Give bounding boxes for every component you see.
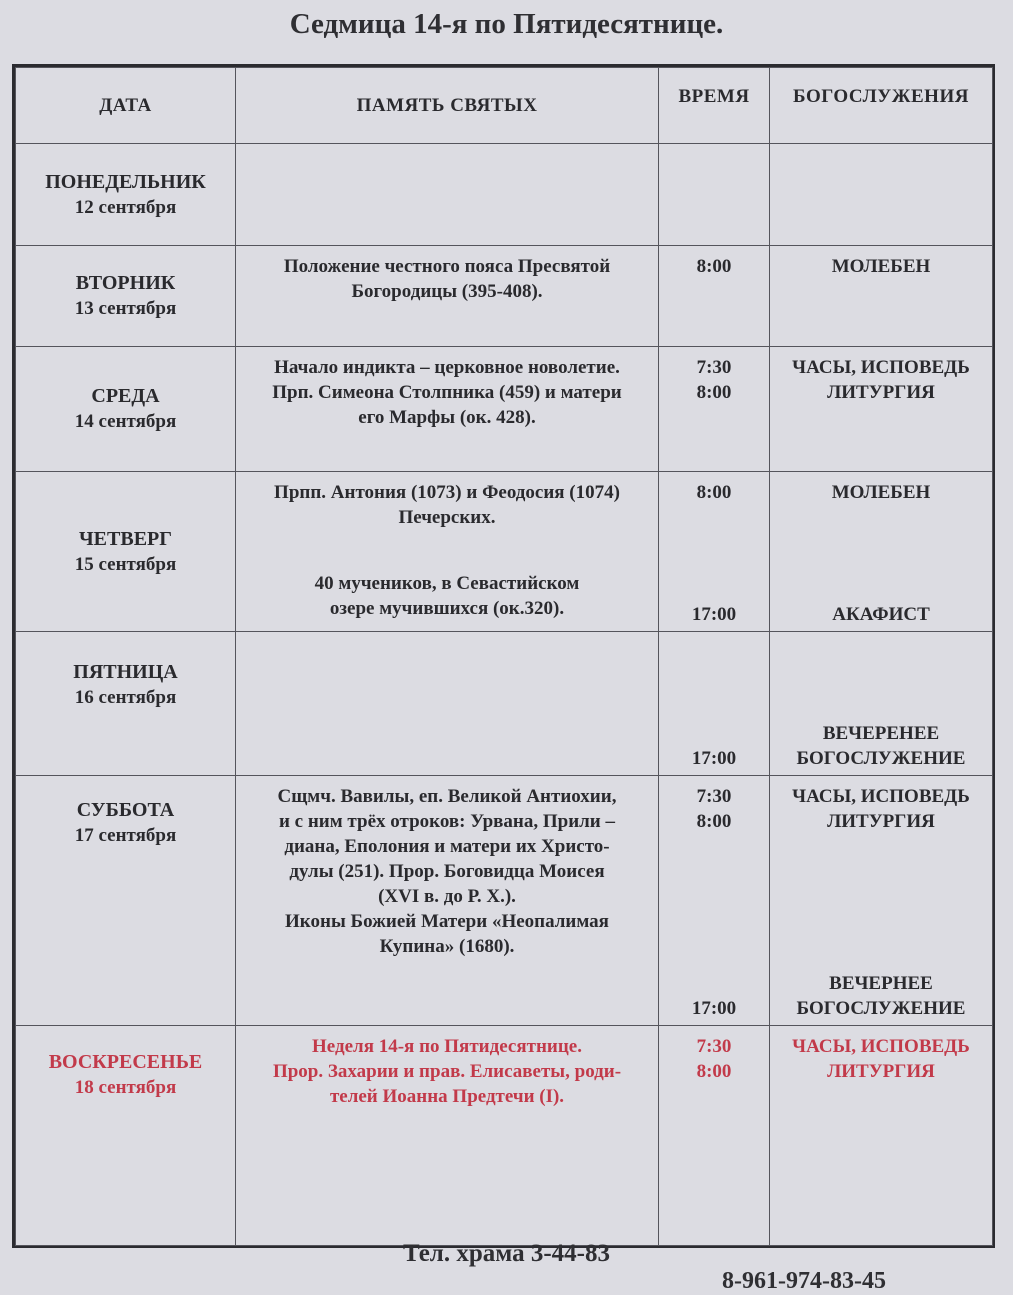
saints-line: Купина» (1680). xyxy=(379,936,515,957)
date-cell xyxy=(16,472,236,632)
services-cell xyxy=(770,347,993,472)
table-row xyxy=(16,472,993,632)
table-row xyxy=(16,347,993,472)
day-name: ЧЕТВЕРГ xyxy=(79,527,172,550)
day-name: ВТОРНИК xyxy=(75,272,176,294)
saints-line: диана, Еполония и матери их Христо- xyxy=(284,836,610,857)
date-cell xyxy=(16,776,236,1026)
time-value: 8:00 xyxy=(696,382,732,403)
saints-line: Иконы Божией Матери «Неопалимая xyxy=(285,911,609,932)
table-row xyxy=(16,1026,993,1246)
table-row xyxy=(16,776,993,1026)
service-name: МОЛЕБЕН xyxy=(831,256,931,277)
date-cell xyxy=(16,347,236,472)
time-cell xyxy=(659,472,770,632)
service-name: ЛИТУРГИЯ xyxy=(827,382,935,403)
saints-cell xyxy=(236,632,659,776)
day-date: 12 сентября xyxy=(74,196,177,218)
service-name: ЧАСЫ, ИСПОВЕДЬ xyxy=(792,357,970,378)
table-header-row xyxy=(16,68,993,144)
service-name: АКАФИСТ xyxy=(832,604,930,625)
saints-line: и с ним трёх отроков: Урвана, Прили – xyxy=(278,811,616,832)
saints-line: телей Иоанна Предтечи (I). xyxy=(329,1086,565,1107)
saints-line: Прор. Захарии и прав. Елисаветы, роди- xyxy=(272,1061,622,1082)
table-row xyxy=(16,246,993,347)
services-group xyxy=(770,602,992,627)
day-name: ПЯТНИЦА xyxy=(73,661,178,683)
day-date: 14 сентября xyxy=(74,411,177,432)
time-value: 8:00 xyxy=(696,811,732,832)
saints-cell xyxy=(236,1026,659,1246)
header-services: БОГОСЛУЖЕНИЯ xyxy=(770,68,993,144)
time-cell xyxy=(659,144,770,246)
services-cell xyxy=(770,632,993,776)
saints-line: Неделя 14-я по Пятидесятнице. xyxy=(312,1036,582,1057)
day-date: 17 сентября xyxy=(74,825,177,846)
table-row xyxy=(16,632,993,776)
saints-line: (XVI в. до Р. Х.). xyxy=(378,886,516,907)
saints-line: Положение честного пояса Пресвятой xyxy=(283,256,611,277)
time-cell xyxy=(659,347,770,472)
time-value: 7:30 xyxy=(696,786,732,807)
services-cell xyxy=(770,776,993,1026)
header-date: ДАТА xyxy=(16,68,236,144)
table-row xyxy=(16,144,993,246)
saints-line: дулы (251). Прор. Боговидца Моисея xyxy=(289,861,605,882)
service-name: БОГОСЛУЖЕНИЕ xyxy=(796,748,966,769)
time-group xyxy=(659,746,769,771)
services-cell xyxy=(770,246,993,347)
saints-cell xyxy=(236,144,659,246)
saints-line: озере мучившихся (ок.320). xyxy=(329,598,565,619)
service-name: ЛИТУРГИЯ xyxy=(827,1061,935,1082)
saints-line: Прпп. Антония (1073) и Феодосия (1074) xyxy=(274,482,620,503)
schedule-table xyxy=(12,64,995,1248)
time-group xyxy=(659,996,769,1021)
time-value: 7:30 xyxy=(696,1036,732,1057)
saints-line: его Марфы (ок. 428). xyxy=(358,407,536,428)
day-name: СРЕДА xyxy=(91,385,160,407)
saints-cell xyxy=(236,776,659,1026)
day-date: 18 сентября xyxy=(74,1077,177,1098)
date-cell xyxy=(16,1026,236,1246)
day-name: ПОНЕДЕЛЬНИК xyxy=(45,170,206,193)
time-value: 8:00 xyxy=(696,1061,732,1082)
time-value: 17:00 xyxy=(691,998,737,1019)
time-cell xyxy=(659,246,770,347)
time-value: 17:00 xyxy=(691,748,737,769)
time-value: 8:00 xyxy=(696,482,732,503)
services-cell xyxy=(770,472,993,632)
service-name: ВЕЧЕРНЕЕ xyxy=(829,973,933,994)
time-cell xyxy=(659,776,770,1026)
services-cell xyxy=(770,1026,993,1246)
service-name: ВЕЧЕРЕНЕЕ xyxy=(822,723,940,744)
services-group xyxy=(770,971,992,1021)
saints-cell xyxy=(236,246,659,347)
service-name: ЧАСЫ, ИСПОВЕДЬ xyxy=(792,1036,970,1057)
saints-line: Начало индикта – церковное новолетие. xyxy=(274,357,620,378)
service-name: БОГОСЛУЖЕНИЕ xyxy=(796,998,966,1019)
saints-line: Прп. Симеона Столпника (459) и матери xyxy=(272,382,622,403)
time-group xyxy=(659,602,769,627)
time-cell xyxy=(659,1026,770,1246)
saints-line: Богородицы (395-408). xyxy=(351,281,543,302)
church-phone: Тел. храма 3-44-83 xyxy=(402,1240,610,1267)
time-value: 8:00 xyxy=(696,256,732,277)
day-date: 16 сентября xyxy=(74,687,177,708)
day-name: ВОСКРЕСЕНЬЕ xyxy=(48,1051,203,1073)
time-cell xyxy=(659,632,770,776)
saints-cell xyxy=(236,347,659,472)
saints-line: Сщмч. Вавилы, еп. Великой Антиохии, xyxy=(277,786,617,807)
time-value: 7:30 xyxy=(696,357,732,378)
saints-line: 40 мучеников, в Севастийском xyxy=(314,573,580,594)
services-cell xyxy=(770,144,993,246)
day-date: 13 сентября xyxy=(74,298,177,319)
header-time: ВРЕМЯ xyxy=(659,68,770,144)
saints-line: Печерских. xyxy=(398,507,496,528)
time-value: 17:00 xyxy=(691,604,737,625)
services-group xyxy=(770,721,992,771)
mobile-phone: 8-961-974-83-45 xyxy=(722,1268,886,1294)
page-title: Седмица 14-я по Пятидесятнице. xyxy=(289,8,724,40)
header-saints: ПАМЯТЬ СВЯТЫХ xyxy=(236,68,659,144)
day-date: 15 сентября xyxy=(74,553,177,575)
service-name: МОЛЕБЕН xyxy=(831,482,931,503)
service-name: ЛИТУРГИЯ xyxy=(827,811,935,832)
service-name: ЧАСЫ, ИСПОВЕДЬ xyxy=(792,786,970,807)
date-cell xyxy=(16,246,236,347)
saints-group xyxy=(236,571,658,621)
date-cell xyxy=(16,632,236,776)
date-cell xyxy=(16,144,236,246)
day-name: СУББОТА xyxy=(76,799,175,821)
saints-cell xyxy=(236,472,659,632)
